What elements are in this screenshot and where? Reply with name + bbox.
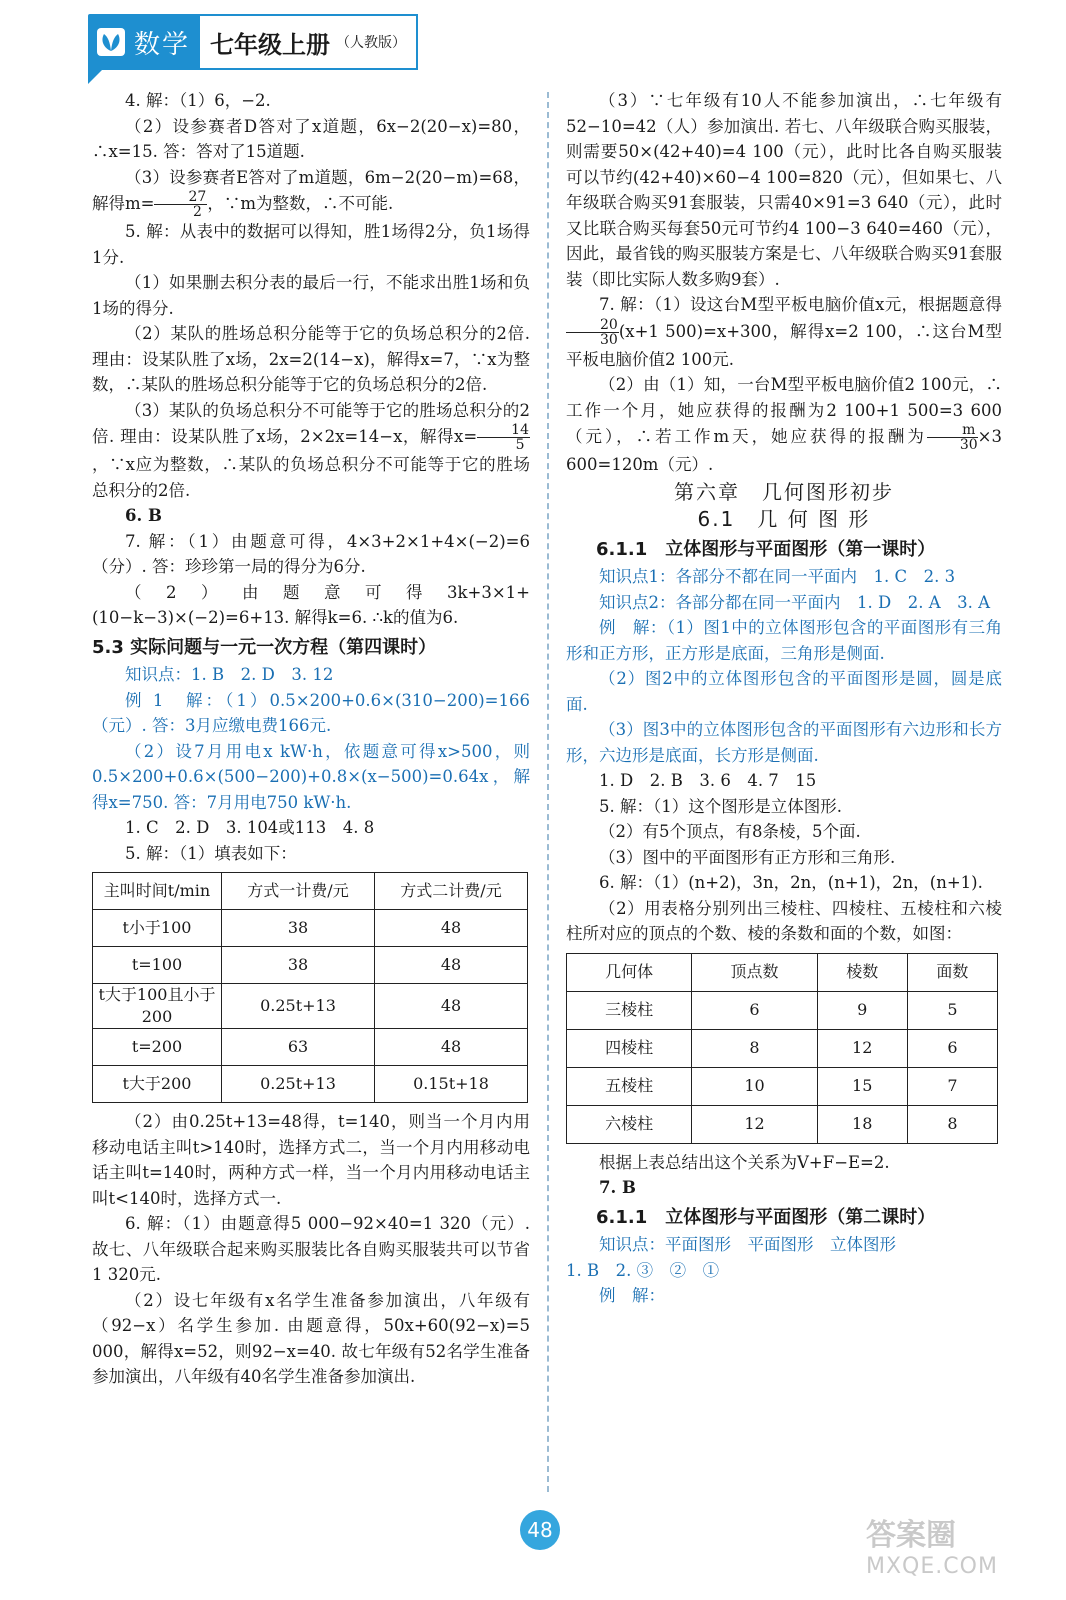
billing-table bbox=[92, 872, 528, 1103]
subject-label: 数学 bbox=[134, 29, 191, 60]
text-span: （3）设参赛者E答对了m道题，6m−2(20−m)=68，解得m= bbox=[92, 167, 530, 213]
table-row bbox=[93, 910, 528, 947]
table-cell: 10 bbox=[692, 1067, 817, 1105]
table-cell: 0.25t+13 bbox=[222, 1066, 375, 1103]
text-line bbox=[92, 165, 530, 220]
text-line bbox=[92, 398, 530, 504]
table-cell: 48 bbox=[375, 1029, 528, 1066]
text-line: 知识点2：各部分都在同一平面内 1. D 2. A 3. A bbox=[599, 592, 991, 612]
text-line: 例 1 解：（1）0.5×200+0.6×(310−200)=166（元）. 答：3月应缴电费166元. bbox=[92, 690, 530, 735]
table-cell: 38 bbox=[222, 947, 375, 984]
table-cell: 6 bbox=[907, 1029, 997, 1067]
page-header bbox=[88, 14, 418, 70]
table-header: 几何体 bbox=[567, 953, 692, 991]
fraction bbox=[927, 423, 978, 452]
text-line: （2）某队的胜场总积分能等于它的负场总积分的2倍. 理由：设某队胜了x场，2x=2(14−x)，解得x=7，∵x为整数，∴某队的胜场总积分能等于它的负场总积分的2倍. bbox=[92, 324, 530, 394]
table-row bbox=[567, 1029, 998, 1067]
table-cell: 38 bbox=[222, 910, 375, 947]
table-cell: 12 bbox=[817, 1029, 907, 1067]
text-line: 4. 解：（1）6，−2. bbox=[125, 91, 271, 110]
text-line: （3）∵七年级有10人不能参加演出，∴七年级有52−10=42（人）参加演出. 若七、八年级联合购买服装，则需要50×(42+40)=4 100（元），此时比各自购买服装可以节约(42+40)×60−4 100=820（元），但如果七、八年级联合购买91套服装，只需40×91=3 640（元），此时又比联合购买每套50元可节约4 100−3 640=460（元），因此，最省钱的购买服装方案是七、八年级联合购买91套服装（即比实际人数多购9套）. bbox=[566, 91, 1002, 289]
right-column bbox=[566, 88, 1002, 1309]
watermark bbox=[866, 1510, 1026, 1580]
denominator: 30 bbox=[959, 437, 978, 453]
watermark-url: MXQE.COM bbox=[866, 1554, 998, 1579]
table-cell: 8 bbox=[692, 1029, 817, 1067]
text-line: 知识点：1. B 2. D 3. 12 bbox=[125, 665, 334, 684]
text-line: （2）由0.25t+13=48得，t=140，则当一个月内用移动电话主叫t>140时，选择方式二，当一个月内用移动电话主叫t=140时，两种方式一样，当一个月内用移动电话主叫t<140时，选择方式一. bbox=[92, 1112, 530, 1208]
table-header-row bbox=[93, 873, 528, 910]
table-cell: t大于200 bbox=[93, 1066, 222, 1103]
table-cell: 五棱柱 bbox=[567, 1067, 692, 1105]
subsection-heading: 6.1.1 立体图形与平面图形（第一课时） bbox=[596, 538, 936, 560]
header-corner bbox=[88, 68, 104, 84]
leaf-icon bbox=[96, 27, 126, 57]
text-line: （2）设7月用电x kW·h，依题意可得x>500，则0.5×200+0.6×(500−200)+0.8×(x−500)=0.64x，解得x=750. 答：7月用电750 kW·h. bbox=[92, 741, 530, 812]
fraction bbox=[477, 423, 530, 452]
text-line: 5. 解：（1）填表如下： bbox=[125, 843, 297, 863]
table-cell: 48 bbox=[375, 984, 528, 1029]
table-header: 方式一计费/元 bbox=[222, 873, 375, 910]
watermark-text: 答案圈 bbox=[866, 1518, 956, 1553]
table-cell: 9 bbox=[817, 991, 907, 1029]
text-line: （2）用表格分别列出三棱柱、四棱柱、五棱柱和六棱柱所对应的顶点的个数、棱的条数和面的个数，如图： bbox=[566, 898, 1002, 943]
denominator: 2 bbox=[192, 204, 202, 220]
fraction bbox=[154, 190, 207, 219]
text-line: 7. 解：（1）由题意可得，4×3+2×1+4×(−2)=6（分）. 答：珍珍第一局的得分为6分. bbox=[92, 531, 530, 576]
table-header: 主叫时间t/min bbox=[93, 873, 222, 910]
table-header: 棱数 bbox=[817, 953, 907, 991]
numerator: 20 bbox=[566, 318, 619, 333]
text-line: 6. 解：（1）(n+2)，3n，2n，(n+1)，2n，(n+1). bbox=[599, 873, 983, 892]
text-line: 7. B bbox=[599, 1178, 636, 1197]
text-line: 根据上表总结出这个关系为V+F−E=2. bbox=[599, 1152, 890, 1172]
text-line: （2）有5个顶点，有8条棱，5个面. bbox=[599, 822, 861, 841]
table-row bbox=[93, 1029, 528, 1066]
table-header: 方式二计费/元 bbox=[375, 873, 528, 910]
text-line: 6. B bbox=[125, 506, 162, 525]
denominator: 5 bbox=[515, 437, 525, 453]
text-line: 6. 解：（1）由题意得5 000−92×40=1 320（元）. 故七、八年级联合起来购买服装比各自购买服装共可以节省1 320元. bbox=[92, 1214, 530, 1284]
text-line: （2）由题意可得3k+3×1+(10−k−3)×(−2)=6+13. 解得k=6. ∴k的值为6. bbox=[92, 582, 530, 627]
text-line bbox=[566, 372, 1002, 478]
text-line: 5. 解：（1）这个图形是立体图形. bbox=[599, 796, 842, 816]
text-line: 例 解： bbox=[599, 1286, 665, 1305]
denominator: 30 bbox=[600, 331, 618, 348]
text-span: ，∵m为整数，∴不可能. bbox=[207, 194, 394, 213]
chapter-heading: 第六章 几何图形初步 bbox=[674, 479, 894, 504]
table-cell: 六棱柱 bbox=[567, 1105, 692, 1143]
subject-tab bbox=[88, 14, 200, 70]
column-divider bbox=[547, 92, 549, 1492]
text-span: （2）由（1）知，一台M型平板电脑价值2 100元，∴工作一个月，她应获得的报酬为2 100+1 500=3 600（元），∴若工作m天，她应获得的报酬为 bbox=[566, 375, 1002, 446]
text-span: (x+1 500)=x+300，解得x=2 100，∴这台M型平板电脑价值2 100元. bbox=[566, 321, 1002, 369]
book-title bbox=[200, 14, 418, 70]
table-cell: 6 bbox=[692, 991, 817, 1029]
text-line: 1. B 2. ③ ② ① bbox=[566, 1260, 720, 1280]
table-cell: t=200 bbox=[93, 1029, 222, 1066]
edition-label: （人教版） bbox=[336, 35, 407, 51]
subsection-heading: 6.1.1 立体图形与平面图形（第二课时） bbox=[596, 1206, 936, 1228]
text-span: 7. 解：（1）设这台M型平板电脑价值x元，根据题意得 bbox=[599, 295, 1002, 314]
text-span: （3）某队的负场总积分不可能等于它的胜场总积分的2倍. 理由：设某队胜了x场，2×2x=14−x，解得x= bbox=[92, 400, 530, 446]
table-cell: 7 bbox=[907, 1067, 997, 1105]
prism-table bbox=[566, 953, 998, 1144]
table-row bbox=[567, 991, 998, 1029]
section-heading: 5.3 实际问题与一元一次方程（第四课时） bbox=[92, 636, 437, 658]
table-row bbox=[93, 947, 528, 984]
numerator: 27 bbox=[154, 190, 207, 205]
table-header-row bbox=[567, 953, 998, 991]
text-line bbox=[566, 292, 1002, 372]
text-line: 知识点1：各部分不都在同一平面内 1. C 2. 3 bbox=[599, 567, 956, 586]
table-cell: 12 bbox=[692, 1105, 817, 1143]
table-row bbox=[567, 1067, 998, 1105]
table-cell: t大于100且小于200 bbox=[93, 984, 222, 1029]
numerator: 14 bbox=[477, 423, 530, 438]
text-line: 1. C 2. D 3. 104或113 4. 8 bbox=[125, 818, 375, 837]
text-line: （2）设七年级有x名学生准备参加演出，八年级有（92−x）名学生参加. 由题意得，50x+60(92−x)=5 000，解得x=52，则92−x=40. 故七年级有52名学生准备参加演出，八年级有40名学生准备参加演出. bbox=[92, 1290, 530, 1386]
numerator: m bbox=[927, 423, 978, 438]
text-line: 1. D 2. B 3. 6 4. 7 15 bbox=[599, 771, 817, 790]
table-cell: 0.15t+18 bbox=[375, 1066, 528, 1103]
table-cell: 三棱柱 bbox=[567, 991, 692, 1029]
text-line: （1）如果删去积分表的最后一行，不能求出胜1场和负1场的得分. bbox=[92, 273, 530, 318]
table-cell: 48 bbox=[375, 947, 528, 984]
text-line: 5. 解：从表中的数据可以得知，胜1场得2分，负1场得1分. bbox=[92, 222, 530, 267]
table-cell: 0.25t+13 bbox=[222, 984, 375, 1029]
text-line: （3）图3中的立体图形包含的平面图形有六边形和长方形，六边形是底面，长方形是侧面. bbox=[566, 720, 1002, 765]
grade-label: 七年级上册 bbox=[210, 30, 331, 59]
table-header: 顶点数 bbox=[692, 953, 817, 991]
table-cell: 48 bbox=[375, 910, 528, 947]
table-cell: 8 bbox=[907, 1105, 997, 1143]
table-cell: 四棱柱 bbox=[567, 1029, 692, 1067]
text-span: ，∵x应为整数，∴某队的负场总积分不可能等于它的胜场总积分的2倍. bbox=[92, 455, 530, 500]
table-cell: 63 bbox=[222, 1029, 375, 1066]
table-cell: t=100 bbox=[93, 947, 222, 984]
table-row bbox=[567, 1105, 998, 1143]
table-row bbox=[93, 984, 528, 1029]
text-line: （3）图中的平面图形有正方形和三角形. bbox=[599, 847, 896, 867]
table-cell: 5 bbox=[907, 991, 997, 1029]
table-cell: 15 bbox=[817, 1067, 907, 1105]
table-cell: 18 bbox=[817, 1105, 907, 1143]
page-number: 48 bbox=[520, 1510, 560, 1550]
text-line: （2）设参赛者D答对了x道题，6x−2(20−x)=80，∴x=15. 答：答对了15道题. bbox=[92, 116, 530, 161]
left-column bbox=[92, 88, 530, 1390]
fraction bbox=[566, 318, 619, 347]
text-span: ×3 600=120m（元）. bbox=[566, 427, 1002, 474]
table-cell: t小于100 bbox=[93, 910, 222, 947]
table-header: 面数 bbox=[907, 953, 997, 991]
text-line: 知识点：平面图形 平面图形 立体图形 bbox=[599, 1235, 896, 1254]
section-heading: 6.1 几 何 图 形 bbox=[697, 507, 871, 531]
text-line: 例 解：（1）图1中的立体图形包含的平面图形有三角形和正方形，正方形是底面，三角形是侧面. bbox=[566, 618, 1002, 663]
table-row bbox=[93, 1066, 528, 1103]
text-line: （2）图2中的立体图形包含的平面图形是圆，圆是底面. bbox=[566, 669, 1002, 714]
